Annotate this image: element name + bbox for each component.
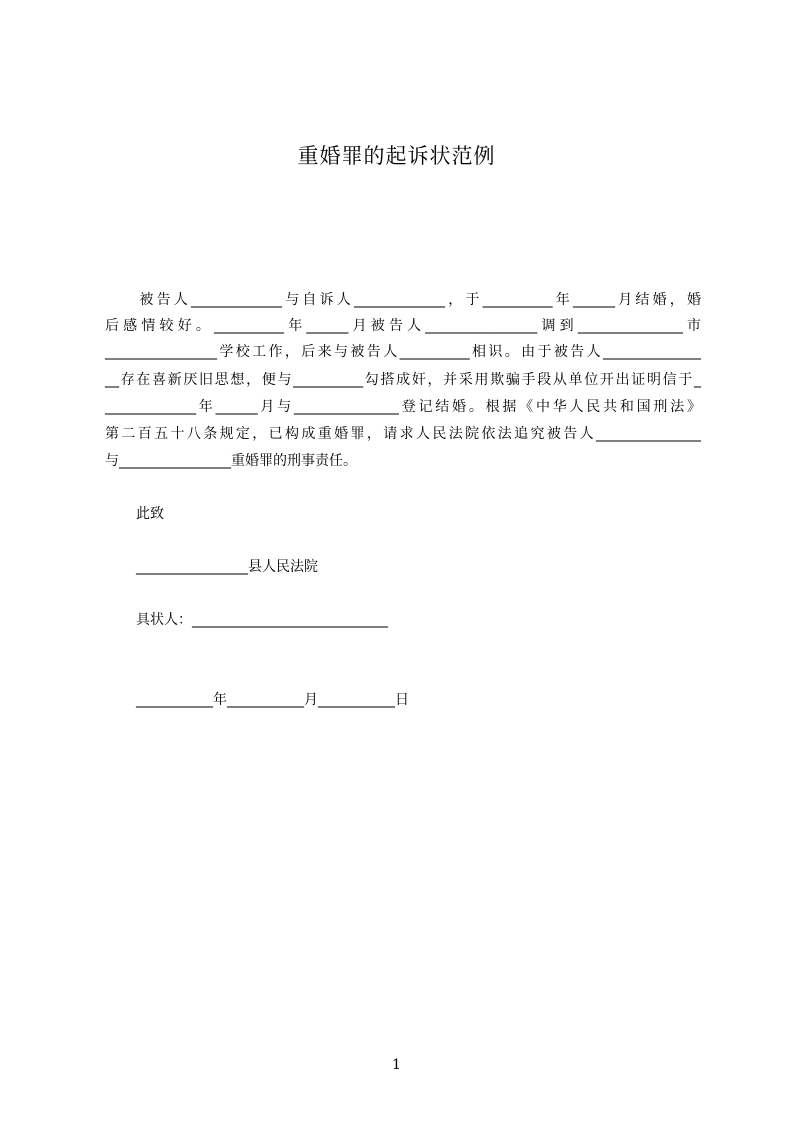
body-line: __存在喜新厌旧思想，便与__________勾搭成奸，并采用欺骗手段从单位开出证明信于_ <box>105 372 701 388</box>
date-line: ___________年___________月___________日 <box>136 692 409 708</box>
plaintiff-signature-line: 具状人：____________________________ <box>136 612 388 628</box>
salutation: 此致 <box>136 506 164 522</box>
body-line: 第二百五十八条规定，已构成重婚罪，请求人民法院依法追究被告人_______________ <box>105 426 701 442</box>
body-line: 被告人_____________与自诉人_____________，于__________年______月结婚，婚 <box>105 292 701 308</box>
court-addressee: ________________县人民法院 <box>136 559 318 575</box>
body-line: 与________________重婚罪的刑事责任。 <box>105 453 357 469</box>
body-line: ________________学校工作，后来与被告人__________相识。由于被告人______________ <box>105 344 701 360</box>
page-number: 1 <box>392 1057 401 1073</box>
body-line: _____________年______月与_______________登记结婚。根据《中华人民共和国刑法》 <box>105 399 701 415</box>
page-title: 重婚罪的起诉状范例 <box>297 144 496 168</box>
body-line: 后感情较好。__________年______月被告人________________调到_______________市 <box>105 318 701 334</box>
